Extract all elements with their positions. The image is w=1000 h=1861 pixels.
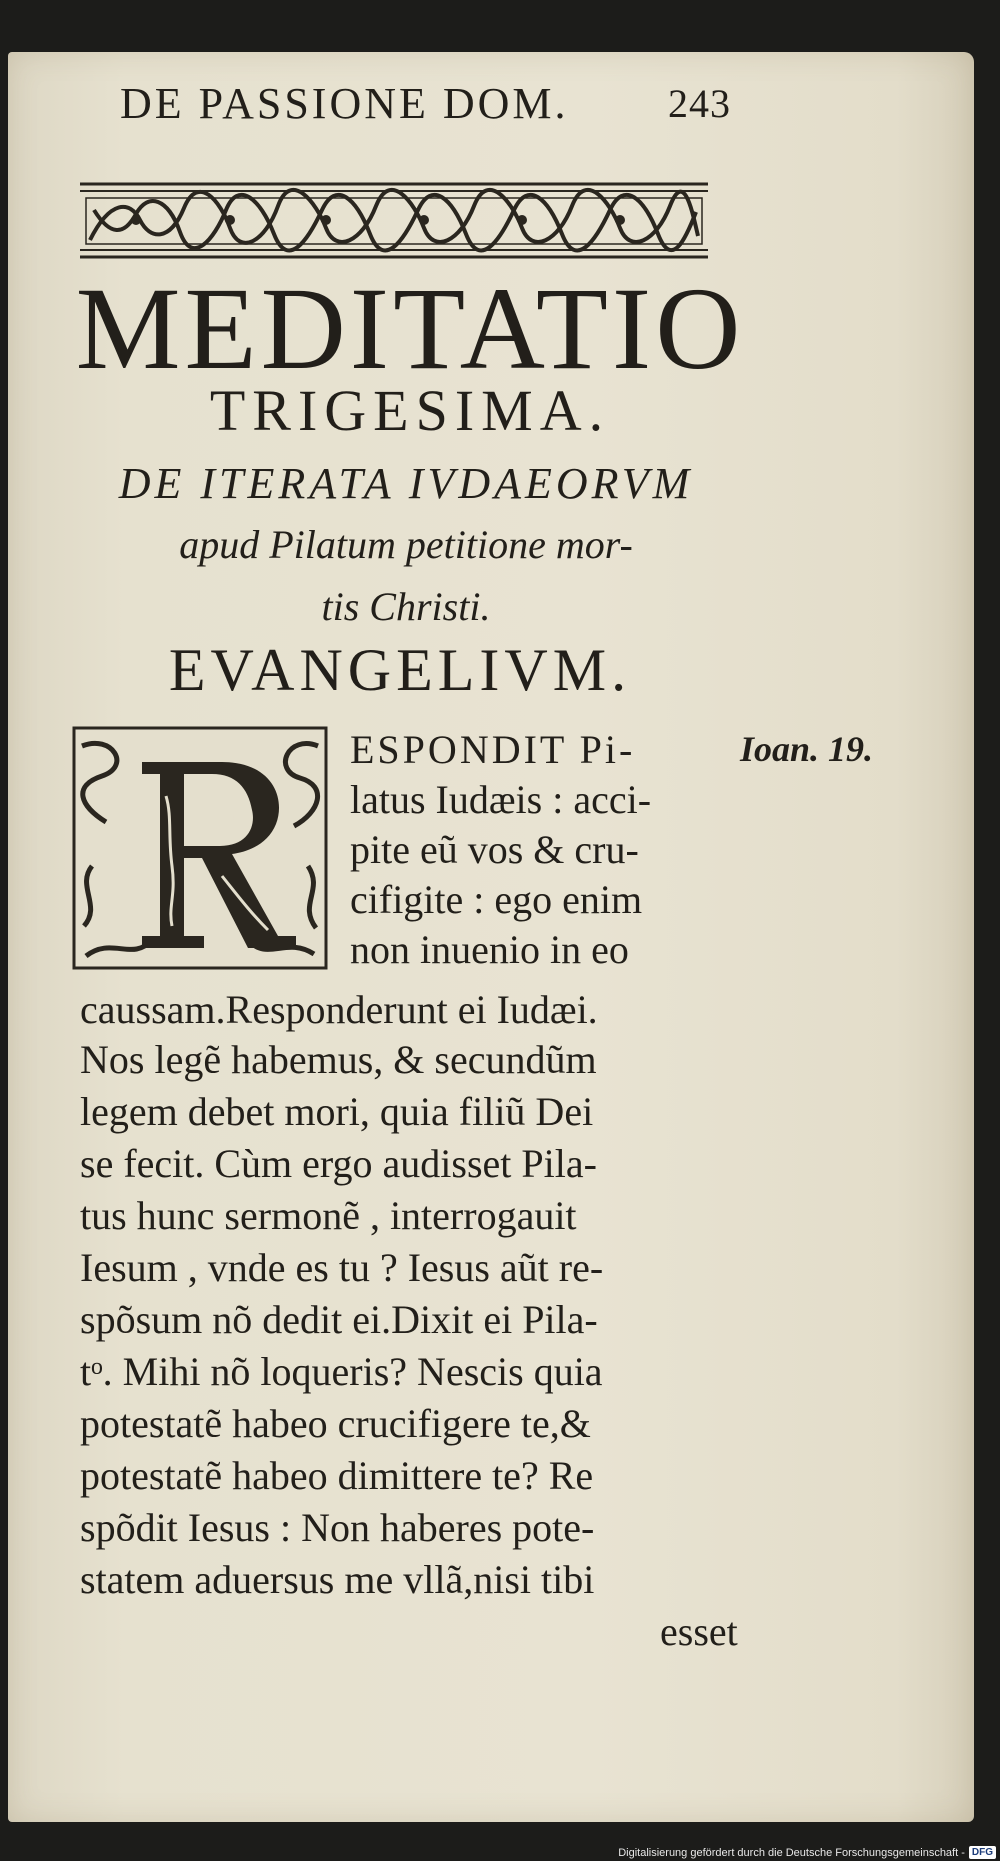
text-line: se fecit. Cùm ergo audisset Pila-: [80, 1141, 597, 1186]
text-line: legem debet mori, quia filiũ Dei: [80, 1089, 594, 1134]
heading-line-1: DE ITERATA IVDAEORVM: [118, 459, 694, 508]
catchword: esset: [660, 1609, 738, 1654]
text-line: caussam.Responderunt ei Iudæi.: [80, 987, 598, 1032]
text-line: potestatẽ habeo dimittere te? Re: [80, 1453, 594, 1498]
meditation-title: MEDITATIO: [75, 263, 745, 394]
text-line: tᵒ. Mihi nõ loqueris? Nescis quia: [80, 1349, 603, 1394]
text-line: spõdit Iesus : Non haberes pote-: [80, 1505, 595, 1550]
text-line: Iesum , vnde es tu ? Iesus aũt re-: [80, 1245, 604, 1290]
dfg-logo: DFG: [969, 1846, 996, 1859]
text-line: tus hunc sermonẽ , interrogauit: [80, 1193, 577, 1238]
credit-text: Digitalisierung gefördert durch die Deutsche Forschungsgemeinschaft -: [618, 1846, 965, 1859]
page-number: 243: [668, 81, 731, 126]
margin-reference: Ioan. 19.: [740, 729, 874, 769]
running-head-title: DE PASSIONE DOM.: [120, 79, 569, 128]
decorated-initial-r: [72, 726, 328, 970]
text-line: spõsum nõ dedit ei.Dixit ei Pila-: [80, 1297, 598, 1342]
heading-line-3: tis Christi.: [321, 584, 491, 629]
text-line: potestatẽ habeo crucifigere te,&: [80, 1401, 591, 1446]
heading-line-2: apud Pilatum petitione mor-: [179, 522, 633, 567]
text-line: Nos legẽ habemus, & secundũm: [80, 1037, 597, 1082]
running-head: [120, 78, 731, 132]
digitization-credit: [618, 1846, 996, 1859]
meditation-subtitle: TRIGESIMA.: [209, 378, 611, 443]
section-title: EVANGELIVM.: [168, 637, 632, 703]
text-line: cifigite : ego enim: [350, 877, 643, 922]
text-line: latus Iudæis : acci-: [350, 777, 652, 822]
ornamental-band: [80, 180, 708, 260]
text-line: ESPONDIT Pi-: [350, 727, 636, 772]
text-line: statem aduersus me vllã,nisi tibi: [80, 1557, 595, 1602]
text-line: pite eũ vos & cru-: [350, 827, 639, 872]
text-line: non inuenio in eo: [350, 927, 629, 972]
